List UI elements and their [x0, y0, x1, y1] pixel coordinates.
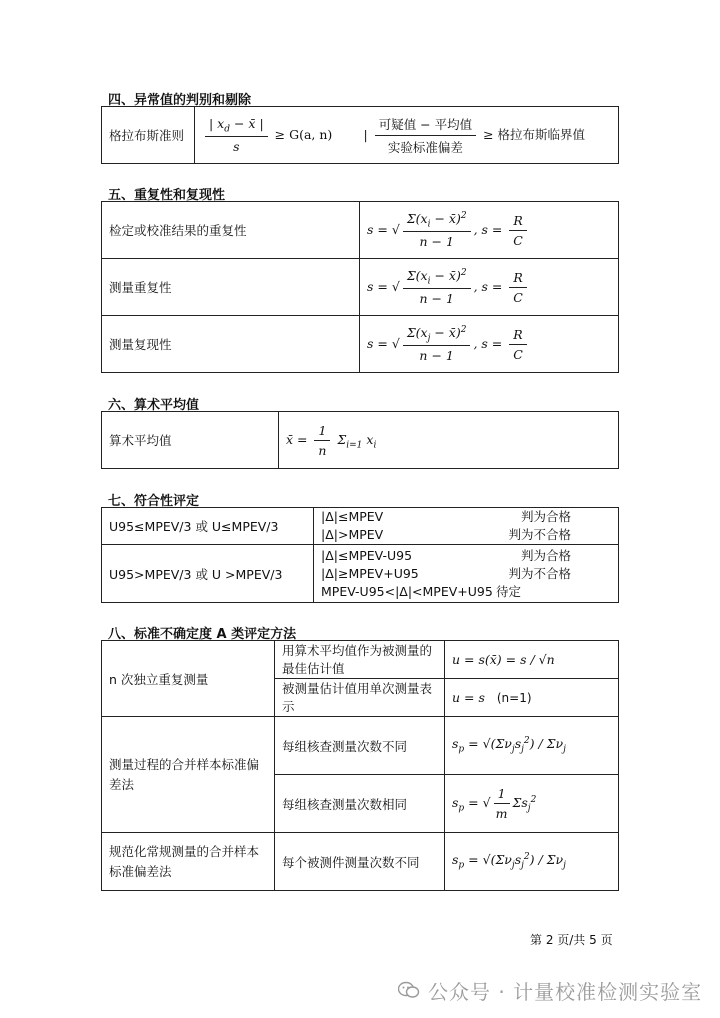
typeA-3a-formula: $s_p = √(\Sigma\nu_js_j^2) / \Sigma\nu_j$ — [445, 833, 619, 891]
section-6-title: 六、算术平均值 — [108, 398, 200, 413]
repeatability-table — [101, 201, 619, 373]
rule-row: MPEV-U95<|Δ|<MPEV+U95 待定 — [321, 583, 521, 599]
mean-formula: x̄ = $\frac{1}{n}$ $\Sigma_{i=1}$ $x_i$ — [279, 412, 619, 469]
typeA-group-3: 规范化常规测量的合并样本标准偏差法 — [102, 833, 275, 891]
typeA-2b-formula: $s_p$ = √ $\frac{1}{m}$ $\Sigma s_j^2$ — [445, 775, 619, 833]
typeA-group-1: n 次独立重复测量 — [102, 641, 275, 717]
page-number: 第 2 页/共 5 页 — [530, 933, 613, 947]
section-4-title: 四、异常值的判别和剔除 — [108, 93, 252, 108]
grubbs-formula: $\frac{| x_d - x̄ |}{s}$ ≥ G(a, n) — [195, 107, 357, 164]
section-5-title: 五、重复性和复现性 — [108, 188, 226, 203]
typeA-2a: 每组核查测量次数不同 — [275, 717, 445, 775]
repeatability-formula-3: s = √ $\frac{\Sigma(x_j - x̄)^2}{n - 1}$ , s = $\frac{R}{C}$ — [360, 316, 619, 373]
typeA-2a-formula: $s_p = √(\Sigma\nu_js_j^2) / \Sigma\nu_j$ — [445, 717, 619, 775]
repeatability-label-1: 检定或校准结果的重复性 — [102, 202, 360, 259]
conformity-label-2: U95>MPEV/3 或 U >MPEV/3 — [102, 545, 314, 603]
watermark: 公众号 · 计量校准检测实验室 — [428, 980, 703, 1004]
conformity-table — [101, 507, 619, 603]
repeatability-label-2: 测量重复性 — [102, 259, 360, 316]
conformity-rules-2 — [314, 545, 619, 603]
wechat-icon — [398, 981, 420, 999]
grubbs-table — [101, 106, 619, 164]
repeatability-formula-2: s = √ $\frac{\Sigma(x_i - x̄)^2}{n - 1}$ , s = $\frac{R}{C}$ — [360, 259, 619, 316]
typeA-1a: 用算术平均值作为被测量的最佳估计值 — [275, 641, 445, 679]
typeA-1a-formula: u = s(x̄) = s / √n — [445, 641, 619, 679]
section-8-title: 八、标准不确定度 A 类评定方法 — [108, 627, 297, 642]
mean-label: 算术平均值 — [102, 412, 279, 469]
typeA-group-2: 测量过程的合并样本标准偏差法 — [102, 717, 275, 833]
typeA-3a: 每个被测件测量次数不同 — [275, 833, 445, 891]
rule-row: |Δ|≤MPEV 判为合格 — [321, 509, 571, 524]
mean-table — [101, 411, 619, 469]
grubbs-label: 格拉布斯准则 — [102, 107, 195, 164]
typeA-1b: 被测量估计值用单次测量表示 — [275, 679, 445, 717]
repeatability-formula-1: s = √ $\frac{\Sigma(x_i - x̄)^2}{n - 1}$ , s = $\frac{R}{C}$ — [360, 202, 619, 259]
section-7-title: 七、符合性评定 — [108, 494, 200, 509]
rule-row: |Δ|≥MPEV+U95 判为不合格 — [321, 565, 571, 581]
typeA-2b: 每组核查测量次数相同 — [275, 775, 445, 833]
rule-row: |Δ|>MPEV 判为不合格 — [321, 527, 571, 542]
typeA-1b-formula: u = s (n=1) — [445, 679, 619, 717]
rule-row: |Δ|≤MPEV-U95 判为合格 — [321, 547, 571, 563]
conformity-label-1: U95≤MPEV/3 或 U≤MPEV/3 — [102, 508, 314, 545]
typeA-table — [101, 640, 619, 891]
repeatability-label-3: 测量复现性 — [102, 316, 360, 373]
conformity-rules-1 — [314, 508, 619, 545]
grubbs-formula-text: | $\frac{\text{可疑值 − 平均值}}{\text{实验标准偏差}}$ ≥ 格拉布斯临界值 — [357, 107, 619, 164]
